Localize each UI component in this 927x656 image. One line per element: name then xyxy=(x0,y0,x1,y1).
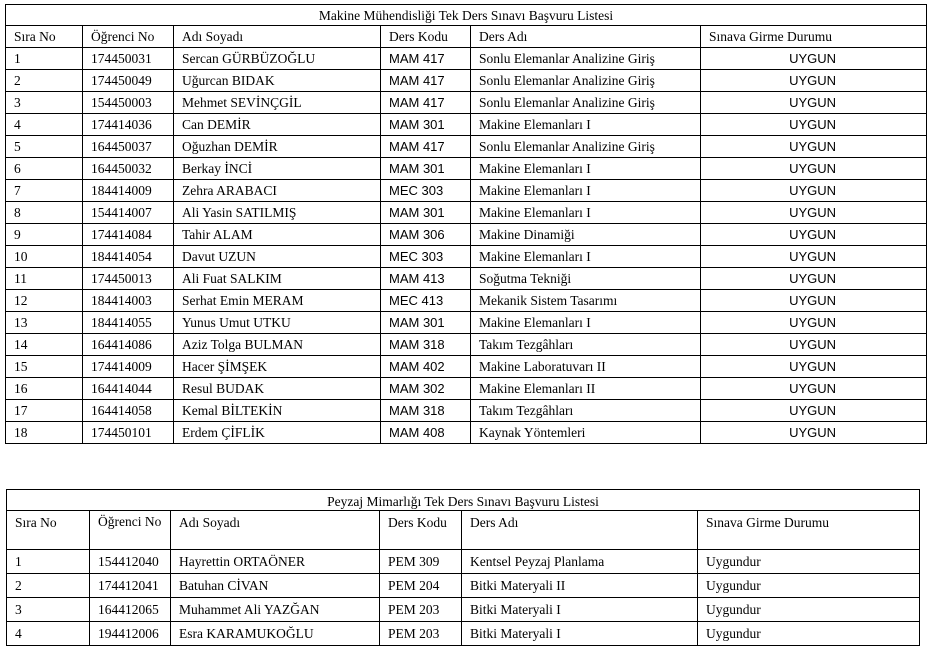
student-number-cell: 164450032 xyxy=(83,158,174,180)
row-number-cell: 14 xyxy=(6,334,83,356)
course-code-cell: MEC 303 xyxy=(381,246,471,268)
course-code-cell: MAM 301 xyxy=(381,114,471,136)
makine-exam-list-table xyxy=(5,4,927,444)
row-number-cell: 11 xyxy=(6,268,83,290)
student-number-cell: 164450037 xyxy=(83,136,174,158)
exam-status-cell: UYGUN xyxy=(701,290,927,312)
course-code-cell: MAM 408 xyxy=(381,422,471,444)
header-cell: Sıra No xyxy=(6,26,83,48)
exam-status-cell: Uygundur xyxy=(698,622,920,646)
course-code-cell: PEM 203 xyxy=(380,598,462,622)
table-header-row xyxy=(7,511,920,550)
student-number-cell: 164414058 xyxy=(83,400,174,422)
student-name-cell: Kemal BİLTEKİN xyxy=(174,400,381,422)
exam-status-cell: Uygundur xyxy=(698,574,920,598)
course-code-cell: PEM 309 xyxy=(380,550,462,574)
table-row xyxy=(7,622,920,646)
table-row xyxy=(7,574,920,598)
row-number-cell: 4 xyxy=(7,622,90,646)
student-number-cell: 154450003 xyxy=(83,92,174,114)
row-number-cell: 1 xyxy=(7,550,90,574)
student-name-cell: Yunus Umut UTKU xyxy=(174,312,381,334)
exam-status-cell: UYGUN xyxy=(701,378,927,400)
course-code-cell: MAM 318 xyxy=(381,400,471,422)
table-row xyxy=(6,422,927,444)
exam-status-cell: UYGUN xyxy=(701,268,927,290)
exam-status-cell: UYGUN xyxy=(701,312,927,334)
row-number-cell: 10 xyxy=(6,246,83,268)
row-number-cell: 18 xyxy=(6,422,83,444)
course-code-cell: MAM 417 xyxy=(381,70,471,92)
student-name-cell: Tahir ALAM xyxy=(174,224,381,246)
student-name-cell: Serhat Emin MERAM xyxy=(174,290,381,312)
table-row xyxy=(6,290,927,312)
header-cell: Adı Soyadı xyxy=(171,511,380,550)
header-cell: Öğrenci No xyxy=(90,511,171,550)
header-cell: Ders Adı xyxy=(471,26,701,48)
student-number-cell: 184414009 xyxy=(83,180,174,202)
course-name-cell: Takım Tezgâhları xyxy=(471,400,701,422)
row-number-cell: 9 xyxy=(6,224,83,246)
exam-status-cell: Uygundur xyxy=(698,598,920,622)
table-row xyxy=(6,268,927,290)
table-title: Makine Mühendisliği Tek Ders Sınavı Başvuru Listesi xyxy=(6,5,927,26)
student-name-cell: Zehra ARABACI xyxy=(174,180,381,202)
student-number-cell: 184414054 xyxy=(83,246,174,268)
exam-status-cell: UYGUN xyxy=(701,356,927,378)
header-cell: Ders Adı xyxy=(462,511,698,550)
exam-status-cell: UYGUN xyxy=(701,400,927,422)
exam-status-cell: UYGUN xyxy=(701,180,927,202)
table-row xyxy=(6,246,927,268)
course-name-cell: Bitki Materyali I xyxy=(462,598,698,622)
course-name-cell: Bitki Materyali I xyxy=(462,622,698,646)
course-code-cell: MAM 301 xyxy=(381,312,471,334)
student-number-cell: 164414086 xyxy=(83,334,174,356)
course-name-cell: Makine Elemanları II xyxy=(471,378,701,400)
row-number-cell: 13 xyxy=(6,312,83,334)
row-number-cell: 7 xyxy=(6,180,83,202)
table-row xyxy=(6,378,927,400)
student-number-cell: 194412006 xyxy=(90,622,171,646)
course-code-cell: MEC 413 xyxy=(381,290,471,312)
header-cell: Adı Soyadı xyxy=(174,26,381,48)
course-code-cell: MAM 417 xyxy=(381,136,471,158)
table-row xyxy=(6,356,927,378)
course-name-cell: Makine Elemanları I xyxy=(471,114,701,136)
table-row xyxy=(6,114,927,136)
course-name-cell: Soğutma Tekniği xyxy=(471,268,701,290)
row-number-cell: 17 xyxy=(6,400,83,422)
student-number-cell: 164412065 xyxy=(90,598,171,622)
student-name-cell: Esra KARAMUKOĞLU xyxy=(171,622,380,646)
table-row xyxy=(6,312,927,334)
table-header-row xyxy=(6,26,927,48)
table-row xyxy=(6,136,927,158)
course-code-cell: MEC 303 xyxy=(381,180,471,202)
exam-status-cell: UYGUN xyxy=(701,422,927,444)
student-name-cell: Aziz Tolga BULMAN xyxy=(174,334,381,356)
student-number-cell: 184414003 xyxy=(83,290,174,312)
table-row xyxy=(6,48,927,70)
row-number-cell: 5 xyxy=(6,136,83,158)
student-number-cell: 154412040 xyxy=(90,550,171,574)
student-number-cell: 174450031 xyxy=(83,48,174,70)
student-name-cell: Muhammet Ali YAZĞAN xyxy=(171,598,380,622)
table-row xyxy=(7,550,920,574)
student-number-cell: 174414084 xyxy=(83,224,174,246)
table-row xyxy=(6,180,927,202)
row-number-cell: 16 xyxy=(6,378,83,400)
row-number-cell: 2 xyxy=(7,574,90,598)
student-name-cell: Ali Fuat SALKIM xyxy=(174,268,381,290)
table-row xyxy=(6,400,927,422)
exam-status-cell: UYGUN xyxy=(701,224,927,246)
header-cell: Sınava Girme Durumu xyxy=(698,511,920,550)
course-name-cell: Makine Dinamiği xyxy=(471,224,701,246)
table-row xyxy=(6,202,927,224)
header-cell: Öğrenci No xyxy=(83,26,174,48)
course-name-cell: Makine Laboratuvarı II xyxy=(471,356,701,378)
exam-status-cell: UYGUN xyxy=(701,48,927,70)
row-number-cell: 15 xyxy=(6,356,83,378)
table-row xyxy=(6,70,927,92)
course-code-cell: MAM 413 xyxy=(381,268,471,290)
student-number-cell: 184414055 xyxy=(83,312,174,334)
exam-status-cell: UYGUN xyxy=(701,158,927,180)
exam-status-cell: UYGUN xyxy=(701,136,927,158)
student-number-cell: 164414044 xyxy=(83,378,174,400)
student-name-cell: Can DEMİR xyxy=(174,114,381,136)
course-name-cell: Takım Tezgâhları xyxy=(471,334,701,356)
course-code-cell: MAM 417 xyxy=(381,92,471,114)
row-number-cell: 3 xyxy=(7,598,90,622)
student-number-cell: 174450013 xyxy=(83,268,174,290)
student-name-cell: Erdem ÇİFLİK xyxy=(174,422,381,444)
student-name-cell: Ali Yasin SATILMIŞ xyxy=(174,202,381,224)
course-name-cell: Sonlu Elemanlar Analizine Giriş xyxy=(471,70,701,92)
header-cell: Sıra No xyxy=(7,511,90,550)
table-row xyxy=(6,158,927,180)
course-name-cell: Makine Elemanları I xyxy=(471,246,701,268)
table-row xyxy=(6,334,927,356)
student-number-cell: 174412041 xyxy=(90,574,171,598)
student-name-cell: Sercan GÜRBÜZOĞLU xyxy=(174,48,381,70)
course-code-cell: MAM 318 xyxy=(381,334,471,356)
table-row xyxy=(6,92,927,114)
table-row xyxy=(7,598,920,622)
course-name-cell: Makine Elemanları I xyxy=(471,312,701,334)
row-number-cell: 2 xyxy=(6,70,83,92)
row-number-cell: 6 xyxy=(6,158,83,180)
header-cell: Sınava Girme Durumu xyxy=(701,26,927,48)
exam-status-cell: UYGUN xyxy=(701,70,927,92)
row-number-cell: 1 xyxy=(6,48,83,70)
exam-status-cell: UYGUN xyxy=(701,202,927,224)
student-number-cell: 174450049 xyxy=(83,70,174,92)
course-code-cell: PEM 203 xyxy=(380,622,462,646)
student-name-cell: Resul BUDAK xyxy=(174,378,381,400)
exam-status-cell: UYGUN xyxy=(701,334,927,356)
course-name-cell: Kaynak Yöntemleri xyxy=(471,422,701,444)
course-code-cell: PEM 204 xyxy=(380,574,462,598)
table-row xyxy=(6,224,927,246)
course-name-cell: Sonlu Elemanlar Analizine Giriş xyxy=(471,48,701,70)
course-name-cell: Makine Elemanları I xyxy=(471,158,701,180)
student-name-cell: Davut UZUN xyxy=(174,246,381,268)
exam-status-cell: UYGUN xyxy=(701,92,927,114)
student-name-cell: Berkay İNCİ xyxy=(174,158,381,180)
course-name-cell: Kentsel Peyzaj Planlama xyxy=(462,550,698,574)
row-number-cell: 3 xyxy=(6,92,83,114)
exam-status-cell: UYGUN xyxy=(701,246,927,268)
peyzaj-exam-list-table xyxy=(6,489,920,646)
table-title: Peyzaj Mimarlığı Tek Ders Sınavı Başvuru Listesi xyxy=(7,490,920,511)
header-cell: Ders Kodu xyxy=(381,26,471,48)
course-code-cell: MAM 301 xyxy=(381,158,471,180)
header-cell: Ders Kodu xyxy=(380,511,462,550)
row-number-cell: 12 xyxy=(6,290,83,312)
course-name-cell: Sonlu Elemanlar Analizine Giriş xyxy=(471,92,701,114)
exam-status-cell: Uygundur xyxy=(698,550,920,574)
student-number-cell: 174450101 xyxy=(83,422,174,444)
row-number-cell: 4 xyxy=(6,114,83,136)
student-name-cell: Oğuzhan DEMİR xyxy=(174,136,381,158)
course-name-cell: Mekanik Sistem Tasarımı xyxy=(471,290,701,312)
course-code-cell: MAM 306 xyxy=(381,224,471,246)
course-name-cell: Makine Elemanları I xyxy=(471,180,701,202)
student-number-cell: 154414007 xyxy=(83,202,174,224)
student-name-cell: Hayrettin ORTAÖNER xyxy=(171,550,380,574)
row-number-cell: 8 xyxy=(6,202,83,224)
course-code-cell: MAM 301 xyxy=(381,202,471,224)
course-code-cell: MAM 417 xyxy=(381,48,471,70)
student-name-cell: Hacer ŞİMŞEK xyxy=(174,356,381,378)
course-code-cell: MAM 302 xyxy=(381,378,471,400)
course-code-cell: MAM 402 xyxy=(381,356,471,378)
course-name-cell: Bitki Materyali II xyxy=(462,574,698,598)
student-number-cell: 174414009 xyxy=(83,356,174,378)
course-name-cell: Makine Elemanları I xyxy=(471,202,701,224)
student-name-cell: Mehmet SEVİNÇGİL xyxy=(174,92,381,114)
student-name-cell: Batuhan CİVAN xyxy=(171,574,380,598)
exam-status-cell: UYGUN xyxy=(701,114,927,136)
course-name-cell: Sonlu Elemanlar Analizine Giriş xyxy=(471,136,701,158)
student-name-cell: Uğurcan BIDAK xyxy=(174,70,381,92)
student-number-cell: 174414036 xyxy=(83,114,174,136)
